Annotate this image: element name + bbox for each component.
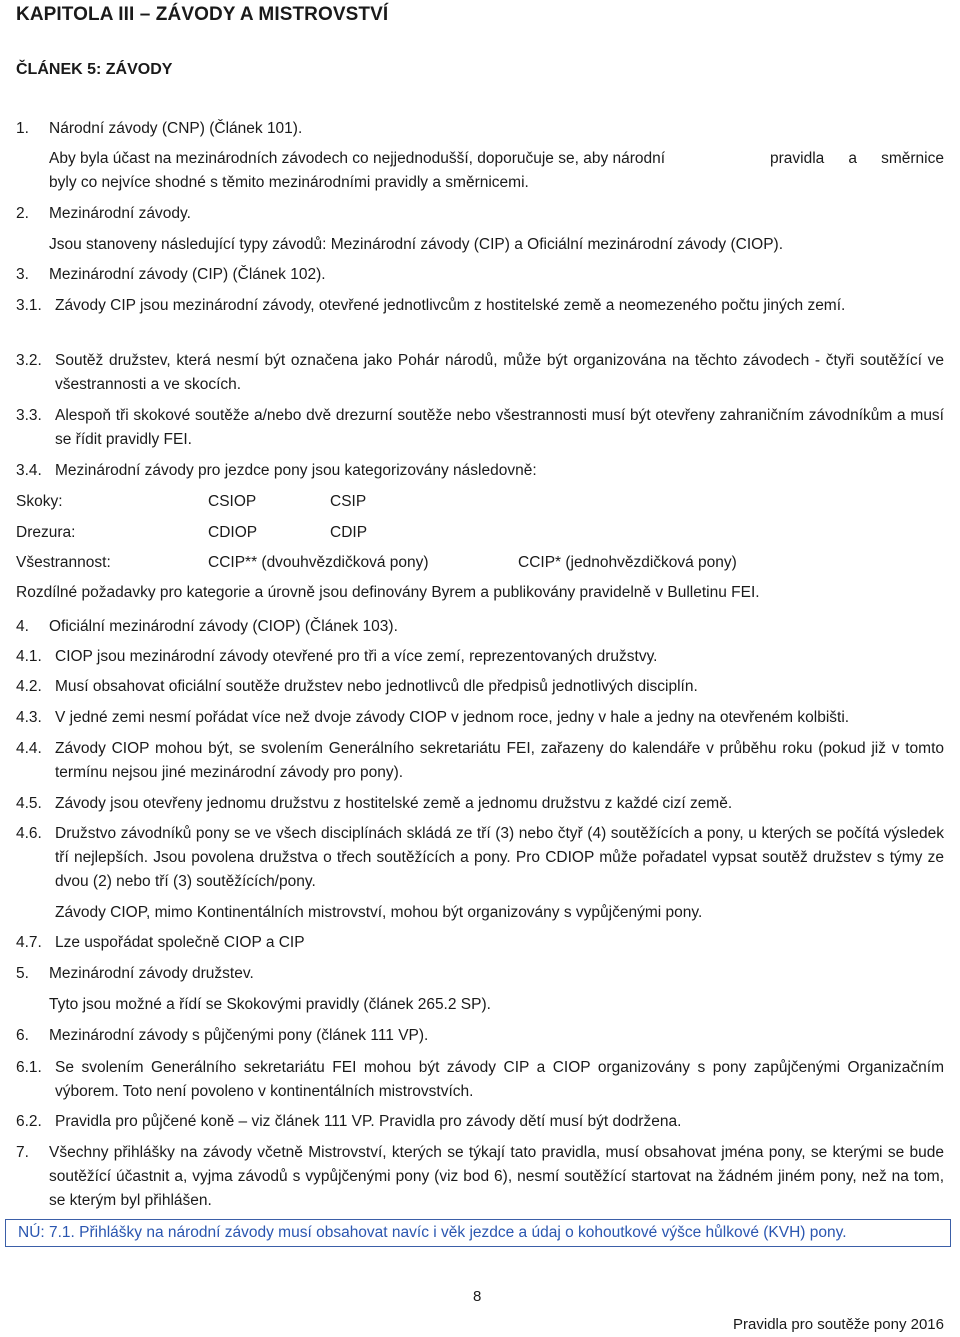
para-4-4-text: Závody CIOP mohou být, se svolením Generálního sekretariátu FEI, zařazeny do kalendáře v průběhu roku (pokud již v tomto termínu nejsou jiné mezinárodní závody pro pony). [55, 740, 944, 781]
section-2-title: Mezinárodní závody. [49, 205, 191, 222]
category-label: Drezura: [16, 524, 76, 541]
section-2-number: 2. [16, 205, 29, 222]
para-4-2-text: Musí obsahovat oficiální soutěže družstev nebo jednotlivců dle předpisů jednotlivých disciplín. [55, 678, 698, 695]
para-4-7-number: 4.7. [16, 934, 42, 951]
section-5-title: Mezinárodní závody družstev. [49, 965, 254, 982]
category-note: Rozdílné požadavky pro kategorie a úrovně jsou definovány Byrem a publikovány pravidelně v Bulletinu FEI. [16, 584, 760, 601]
national-note-box: NÚ: 7.1. Přihlášky na národní závody musí obsahovat navíc i věk jezdce a údaj o kohoutkové výšce hůlkové (KVH) pony. [5, 1219, 951, 1247]
section-7-text: Všechny přihlášky na závody včetně Mistrovství, kterých se týkají tato pravidla, musí obsahovat jména pony, se kterými se bude soutěžící účastnit a, vyjma závodů s vypůjčenými pony (viz bod 6), nesmí soutěžící startovat na žádném jiném pony, než na tom, se kterým byl přihlášen. [49, 1144, 944, 1209]
para-3-1-text: Závody CIP jsou mezinárodní závody, otevřené jednotlivcům z hostitelské země a neomezeného počtu jiných zemí. [55, 297, 846, 314]
article-title: ČLÁNEK 5: ZÁVODY [16, 61, 173, 78]
para-4-5-text: Závody jsou otevřeny jednomu družstvu z hostitelské země a jednomu družstvu z každé cizí země. [55, 795, 733, 812]
chapter-title: KAPITOLA III – ZÁVODY A MISTROVSTVÍ [16, 4, 389, 25]
para-4-3-text: V jedné zemi nesmí pořádat více než dvoje závody CIOP v jednom roce, jedny v hale a jedny na otevřeném kolbišti. [55, 709, 850, 726]
para-3-4-number: 3.4. [16, 462, 42, 479]
para-4-6-extra: Závody CIOP, mimo Kontinentálních mistrovství, mohou být organizovány s vypůjčenými pony. [55, 904, 703, 921]
para-4-5-number: 4.5. [16, 795, 42, 812]
section-6-number: 6. [16, 1027, 29, 1044]
section-6-title: Mezinárodní závody s půjčenými pony (článek 111 VP). [49, 1027, 429, 1044]
section-1-title: Národní závody (CNP) (Článek 101). [49, 120, 303, 137]
para-3-2-text: Soutěž družstev, která nesmí být označena jako Pohár národů, může být organizována na těchto závodech - čtyři soutěžící ve všestrannosti a ve skocích. [55, 352, 944, 393]
category-code-2: CSIP [330, 493, 367, 510]
para-4-1-number: 4.1. [16, 648, 42, 665]
para-6-2-text: Pravidla pro půjčené koně – viz článek 111 VP. Pravidla pro závody dětí musí být dodržena. [55, 1113, 682, 1130]
para-3-3-text: Alespoň tři skokové soutěže a/nebo dvě drezurní soutěže nebo všestrannosti musí být otevřeny zahraničním závodníkům a musí se řídit pravidly FEI. [55, 407, 944, 448]
section-1-text-line1b: pravidla a směrnice [770, 150, 944, 167]
section-2-text: Jsou stanoveny následující typy závodů: Mezinárodní závody (CIP) a Oficiální mezinárodní závody (CIOP). [49, 236, 784, 253]
para-4-2-number: 4.2. [16, 678, 42, 695]
section-5-number: 5. [16, 965, 29, 982]
para-4-1-text: CIOP jsou mezinárodní závody otevřené pro tři a více zemí, reprezentovaných družstvy. [55, 648, 658, 665]
section-1-text-line1a: Aby byla účast na mezinárodních závodech co nejjednodušší, doporučuje se, aby národní [49, 150, 666, 167]
category-code-2: CCIP* (jednohvězdičková pony) [518, 554, 737, 571]
section-3-number: 3. [16, 266, 29, 283]
para-3-4-text: Mezinárodní závody pro jezdce pony jsou kategorizovány následovně: [55, 462, 537, 479]
page-number: 8 [473, 1288, 482, 1305]
section-4-number: 4. [16, 618, 29, 635]
category-code-1: CCIP** (dvouhvězdičková pony) [208, 554, 429, 571]
para-4-6-number: 4.6. [16, 825, 42, 842]
page-footer: Pravidla pro soutěže pony 2016 [733, 1316, 944, 1333]
section-1-text-line2: byly co nejvíce shodné s těmito mezinárodními pravidly a směrnicemi. [49, 174, 529, 191]
category-label: Skoky: [16, 493, 63, 510]
section-5-text: Tyto jsou možné a řídí se Skokovými pravidly (článek 265.2 SP). [49, 996, 491, 1013]
para-6-1-number: 6.1. [16, 1059, 42, 1076]
para-4-3-number: 4.3. [16, 709, 42, 726]
category-code-2: CDIP [330, 524, 368, 541]
para-4-4-number: 4.4. [16, 740, 42, 757]
category-label: Všestrannost: [16, 554, 111, 571]
para-6-2-number: 6.2. [16, 1113, 42, 1130]
section-3-title: Mezinárodní závody (CIP) (Článek 102). [49, 266, 326, 283]
category-code-1: CSIOP [208, 493, 257, 510]
category-code-1: CDIOP [208, 524, 258, 541]
section-1-number: 1. [16, 120, 29, 137]
para-4-7-text: Lze uspořádat společně CIOP a CIP [55, 934, 305, 951]
para-3-2-number: 3.2. [16, 352, 42, 369]
para-6-1-text: Se svolením Generálního sekretariátu FEI mohou být závody CIP a CIOP organizovány s pony zapůjčenými Organizačním výborem. Toto není povoleno v kontinentálních mistrovstvích. [55, 1059, 944, 1100]
para-3-3-number: 3.3. [16, 407, 42, 424]
section-7-number: 7. [16, 1144, 29, 1161]
section-4-title: Oficiální mezinárodní závody (CIOP) (Článek 103). [49, 618, 398, 635]
para-3-1-number: 3.1. [16, 297, 42, 314]
para-4-6-text: Družstvo závodníků pony se ve všech disciplínách skládá ze tří (3) nebo čtyř (4) soutěžících a pony, u kterých se počítá výsledek tří nejlepších. Jsou povolena družstva o třech soutěžících a pony. Pro CDIOP může pořadatel vypsat soutěž družstev s týmy ze dvou (2) nebo tří (3) soutěžících/pony. [55, 825, 944, 890]
